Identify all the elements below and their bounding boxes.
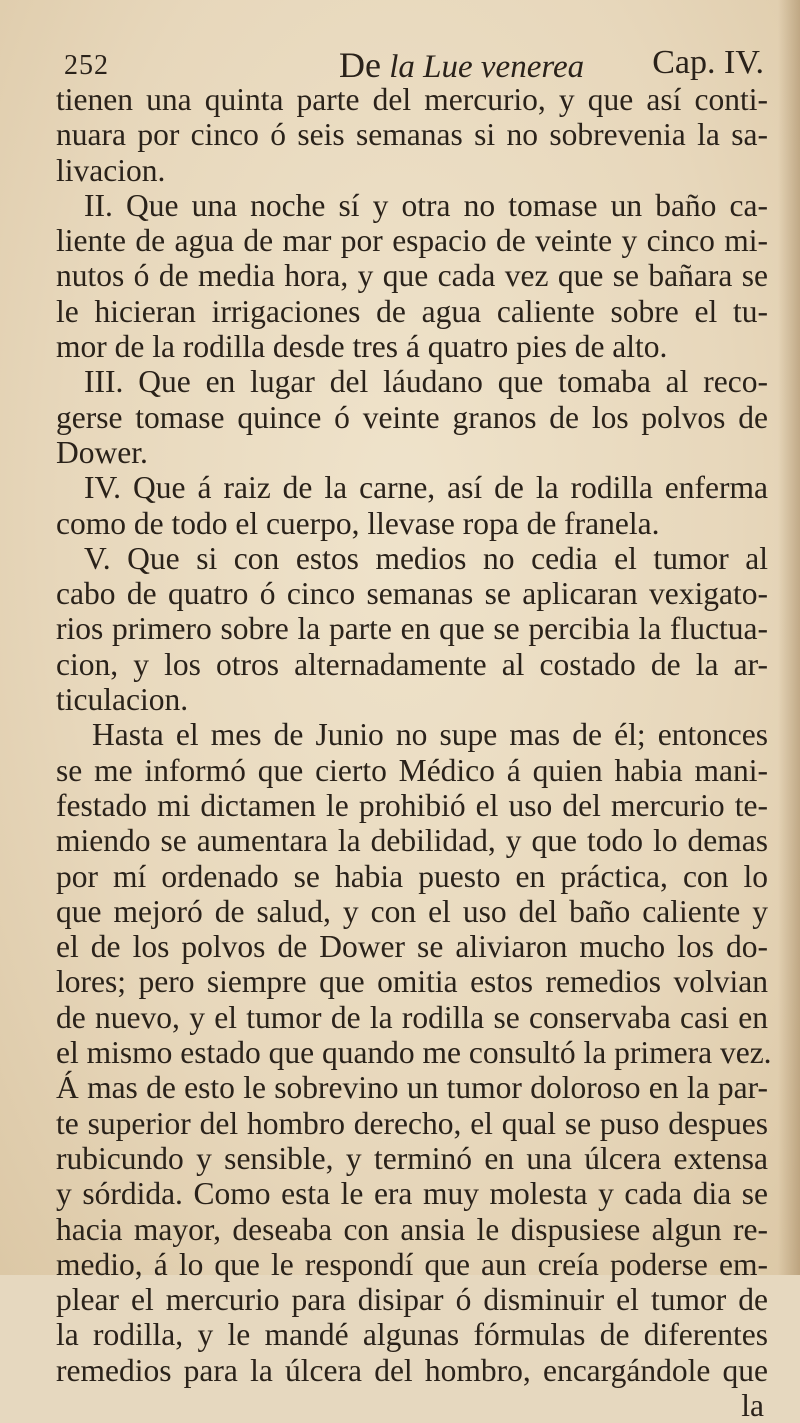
running-header	[64, 44, 764, 84]
text-line: de nuevo, y el tumor de la rodilla se conservaba casi en	[56, 999, 768, 1035]
text-line: hacia mayor, deseaba con ansia le dispusiese algun re-	[56, 1211, 768, 1247]
text-line: nuara por cinco ó seis semanas si no sobrevenia la sa-	[56, 117, 768, 153]
text-line: plear el mercurio para disipar ó disminuir el tumor de	[56, 1282, 768, 1318]
text-line: tienen una quinta parte del mercurio, y que así conti-	[56, 82, 768, 117]
catchword: la	[741, 1387, 764, 1423]
text-line: remedios para la úlcera del hombro, encargándole que	[56, 1352, 768, 1388]
text-line: V. Que si con estos medios no cedia el tumor al	[84, 540, 768, 576]
text-line: Dower.	[56, 434, 148, 470]
text-line: III. Que en lugar del láudano que tomaba al reco-	[84, 364, 768, 400]
text-line: mor de la rodilla desde tres á quatro pies de alto.	[56, 329, 668, 365]
text-line: nutos ó de media hora, y que cada vez que se bañara se	[56, 258, 768, 294]
text-line: por mí ordenado se habia puesto en práctica, con lo	[56, 858, 768, 894]
running-title-rest: la Lue venerea	[389, 49, 585, 85]
text-line: la rodilla, y le mandé algunas fórmulas de diferentes	[56, 1317, 768, 1353]
text-line: livacion.	[56, 152, 166, 188]
running-title-lead: De	[339, 45, 381, 85]
text-line: el de los polvos de Dower se aliviaron mucho los do-	[56, 929, 768, 965]
text-line: rubicundo y sensible, y terminó en una úlcera extensa	[56, 1140, 768, 1176]
text-line: ticulacion.	[56, 682, 189, 718]
page-number: 252	[64, 50, 109, 81]
text-line: Á mas de esto le sobrevino un tumor doloroso en la par-	[56, 1070, 768, 1106]
text-line: festado mi dictamen le prohibió el uso del mercurio te-	[56, 787, 768, 823]
text-line: liente de agua de mar por espacio de veinte y cinco mi-	[56, 223, 768, 259]
text-line: miendo se aumentara la debilidad, y que todo lo demas	[56, 823, 768, 859]
text-line: cion, y los otros alternadamente al costado de la ar-	[56, 646, 768, 682]
text-line: lores; pero siempre que omitia estos remedios volvian	[56, 964, 768, 1000]
text-line: que mejoró de salud, y con el uso del baño caliente y	[56, 893, 768, 929]
text-line: cabo de quatro ó cinco semanas se aplicaran vexigato-	[56, 576, 768, 612]
text-line: se me informó que cierto Médico á quien habia mani-	[56, 752, 768, 788]
text-line: IV. Que á raiz de la carne, así de la rodilla enferma	[84, 470, 768, 506]
running-title	[339, 44, 584, 86]
text-line: Hasta el mes de Junio no supe mas de él; entonces	[92, 717, 768, 753]
text-line: como de todo el cuerpo, llevase ropa de franela.	[56, 505, 660, 541]
text-line: y sórdida. Como esta le era muy molesta y cada dia se	[56, 1176, 768, 1212]
text-line: II. Que una noche sí y otra no tomase un baño ca-	[84, 187, 768, 223]
text-line: el mismo estado que quando me consultó la primera vez.	[56, 1035, 772, 1071]
text-line: le hicieran irrigaciones de agua caliente sobre el tu-	[56, 293, 768, 329]
text-line: medio, á lo que le respondí que aun creía poderse em-	[56, 1246, 768, 1282]
chapter-label: Cap. IV.	[652, 44, 764, 81]
text-line: gerse tomase quince ó veinte granos de los polvos de	[56, 399, 768, 435]
text-line: te superior del hombro derecho, el qual se puso despues	[56, 1105, 768, 1141]
text-line: rios primero sobre la parte en que se percibia la fluctua-	[56, 611, 768, 647]
body-text	[56, 82, 772, 1423]
